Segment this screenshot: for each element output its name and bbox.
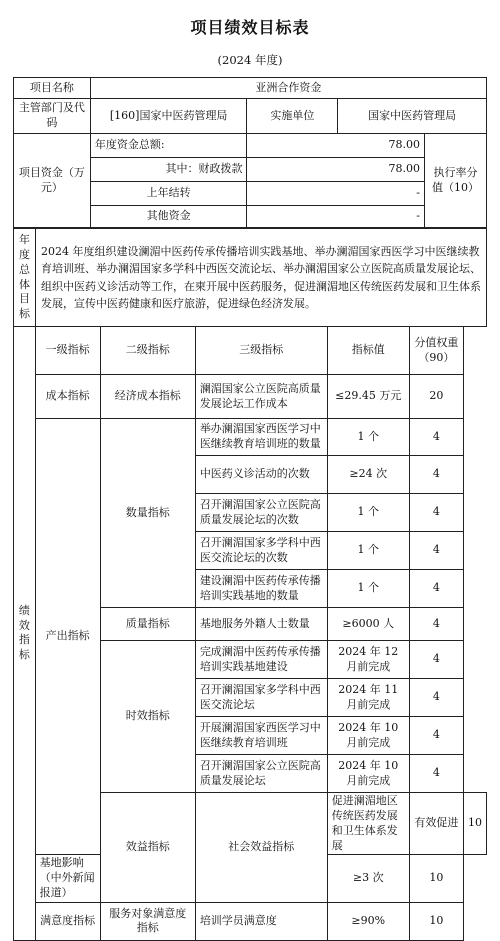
level3-cell: 培训学员满意度 (195, 902, 327, 940)
funds-carry-value: - (247, 182, 425, 206)
level3-cell: 促进澜湄地区传统医药发展和卫生体系发展 (327, 793, 409, 855)
header-level3: 三级指标 (195, 327, 327, 375)
level2-timeliness: 时效指标 (100, 641, 195, 793)
impl-value: 国家中医药管理局 (338, 99, 487, 134)
level2-social-benefit: 社会效益指标 (195, 793, 327, 903)
value-cell: 1 个 (327, 532, 409, 570)
exec-rate-label: 执行率分值（10） (425, 134, 487, 228)
level3-cell: 开展澜湄国家西医学习中医继续教育培训班 (195, 717, 327, 755)
weight-cell: 4 (409, 608, 463, 641)
level3-cell: 召开澜湄国家公立医院高质量发展论坛的次数 (195, 494, 327, 532)
project-info-table (13, 77, 487, 228)
level2-economic-cost: 经济成本指标 (100, 375, 195, 419)
project-name-value: 亚洲合作资金 (90, 78, 486, 99)
funds-other-label: 其他资金 (90, 206, 247, 228)
dept-label: 主管部门及代码 (14, 99, 91, 134)
dept-value: [160]国家中医药管理局 (90, 99, 247, 134)
funds-other-value: - (247, 206, 425, 228)
indicators-table (13, 326, 487, 941)
impl-label: 实施单位 (247, 99, 338, 134)
level3-cell: 基地服务外籍人士数量 (195, 608, 327, 641)
annual-goal-table (13, 228, 487, 327)
value-cell: 2024 年 10 月前完成 (327, 717, 409, 755)
level2-service-satisfaction: 服务对象满意度指标 (100, 902, 195, 940)
funds-finance-value: 78.00 (247, 158, 425, 182)
value-cell: 1 个 (327, 419, 409, 456)
level3-cell: 召开澜湄国家公立医院高质量发展论坛 (195, 755, 327, 793)
weight-cell: 10 (409, 855, 463, 903)
header-level2: 二级指标 (100, 327, 195, 375)
level3-cell: 中医药义诊活动的次数 (195, 456, 327, 494)
value-cell: 2024 年 11 月前完成 (327, 679, 409, 717)
header-level1: 一级指标 (35, 327, 100, 375)
weight-cell: 4 (409, 570, 463, 608)
weight-cell: 10 (464, 793, 487, 855)
level1-satisfaction: 满意度指标 (35, 902, 100, 940)
weight-cell: 4 (409, 456, 463, 494)
weight-cell: 20 (409, 375, 463, 419)
level3-cell: 完成澜湄中医药传承传播培训实践基地建设 (195, 641, 327, 679)
annual-goal-text: 2024 年度组织建设澜湄中医药传承传播培训实践基地、举办澜湄国家西医学习中医继续教育培训班、举办澜湄国家多学科中西医交流论坛、举办澜湄国家公立医院高质量发展论坛、组织中医药义诊活动等工作，在柬开展中医药服务，促进澜湄地区传统医药发展和卫生体系发展，宣传中医药健康和医疗旅游，促进绿色经济发展。 (35, 229, 486, 327)
value-cell: ≥6000 人 (327, 608, 409, 641)
level3-cell: 基地影响（中外新闻报道） (35, 855, 100, 903)
project-name-label: 项目名称 (14, 78, 91, 99)
weight-cell: 4 (409, 641, 463, 679)
level3-cell: 举办澜湄国家西医学习中医继续教育培训班的数量 (195, 419, 327, 456)
header-value: 指标值 (327, 327, 409, 375)
value-cell: 1 个 (327, 570, 409, 608)
funds-total-label: 年度资金总额: (90, 134, 247, 158)
value-cell: 有效促进 (409, 793, 463, 855)
funds-label: 项目资金（万元） (14, 134, 91, 228)
document-subtitle: (2024 年度) (217, 53, 283, 67)
weight-cell: 4 (409, 494, 463, 532)
level2-quantity: 数量指标 (100, 419, 195, 608)
funds-finance-label: 其中：财政拨款 (90, 158, 247, 182)
annual-goal-label: 年度总体目标 (14, 229, 36, 327)
indicators-side-label: 绩效指标 (14, 327, 36, 941)
weight-cell: 4 (409, 755, 463, 793)
header-weight: 分值权重（90） (409, 327, 463, 375)
weight-cell: 4 (409, 532, 463, 570)
funds-total-value: 78.00 (247, 134, 425, 158)
weight-cell: 10 (409, 902, 463, 940)
funds-carry-label: 上年结转 (90, 182, 247, 206)
level3-cell: 澜湄国家公立医院高质量发展论坛工作成本 (195, 375, 327, 419)
value-cell: ≥24 次 (327, 456, 409, 494)
level1-output: 产出指标 (35, 419, 100, 855)
value-cell: 2024 年 10 月前完成 (327, 755, 409, 793)
level2-quality: 质量指标 (100, 608, 195, 641)
weight-cell: 4 (409, 419, 463, 456)
value-cell: ≤29.45 万元 (327, 375, 409, 419)
weight-cell: 4 (409, 679, 463, 717)
value-cell: ≥90% (327, 902, 409, 940)
level1-cost: 成本指标 (35, 375, 100, 419)
value-cell: 1 个 (327, 494, 409, 532)
level3-cell: 建设澜湄中医药传承传播培训实践基地的数量 (195, 570, 327, 608)
level3-cell: 召开澜湄国家多学科中西医交流论坛的次数 (195, 532, 327, 570)
value-cell: 2024 年 12 月前完成 (327, 641, 409, 679)
level3-cell: 召开澜湄国家多学科中西医交流论坛 (195, 679, 327, 717)
level1-benefit: 效益指标 (100, 793, 195, 903)
weight-cell: 4 (409, 717, 463, 755)
document-title: 项目绩效目标表 (190, 18, 310, 37)
value-cell: ≥3 次 (327, 855, 409, 903)
